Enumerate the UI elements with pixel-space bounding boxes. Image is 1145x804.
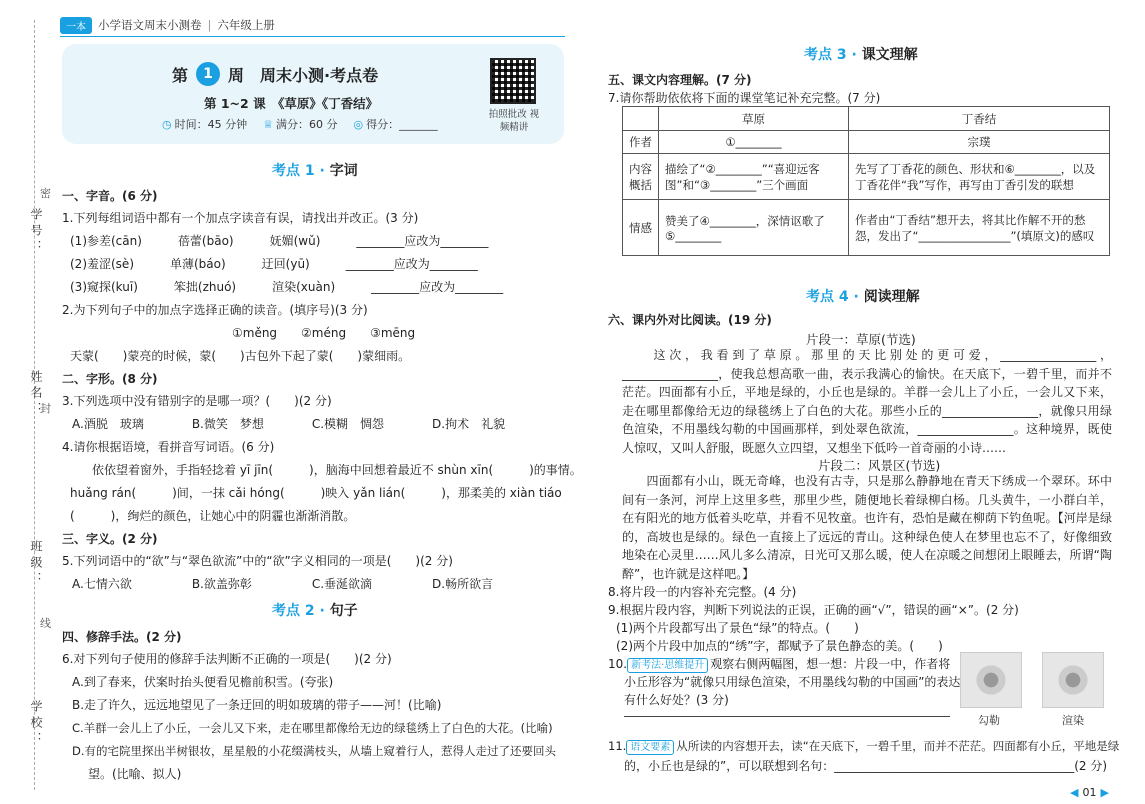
part-six-heading: 六、课内外对比阅读。(19 分) — [608, 313, 772, 327]
question-5-options: A.七情六欲 B.欲盖弥彰 C.垂涎欲滴 D.畅所欲言 — [72, 577, 494, 591]
question-8: 8.将片段一的内容补充完整。(4 分) — [608, 585, 797, 599]
qr-code-icon[interactable] — [490, 58, 536, 104]
class-label: 班级： — [29, 540, 43, 588]
passage-1-text: 这次，我看到了草原。那里的天比别处的更可爱，________________，________________，使我总想高歌一曲，表示我满心的愉快。在天底下，一碧千里，而并不茫茫。四面都有小丘，平地是绿的，小丘也是绿的。羊群一会儿上了小丘，一会儿又下来，走在哪里都像给无边的绿毯绣上了白色的大花。那些小丘的________________，就像只用绿色渲染，不用墨线勾勒的中国画那样，到处翠色欲流，________________。这种境界，既使人惊叹，又叫人舒服，既愿久立四望，又想坐下低吟一首奇丽的小诗…… — [622, 348, 1112, 455]
question-11: 11. 语文要素 从所读的内容想开去，读“在天底下，一碧千里，而并不茫茫。四面都有小丘，平地是绿 — [608, 739, 1120, 753]
qr-caption: 拍照批改 视频精讲 — [488, 109, 540, 133]
question-6-option-a: A.到了春来，伏案时抬头便看见檐前积雪。(夸张) — [72, 675, 334, 689]
title-card — [62, 44, 564, 144]
wash-flower-image — [1042, 652, 1104, 708]
question-1-row-1: (1)参差(cān) 蓓蕾(bāo) 妩媚(wǔ) ________应改为________ — [70, 234, 489, 248]
cell-summary-1[interactable]: 描绘了“②________”“喜迎远客图”和“③________”三个画面 — [659, 154, 849, 200]
target-icon: ◎ — [353, 118, 364, 131]
got-score-info: ◎ 得分：_______ — [353, 118, 438, 131]
part-four-heading: 四、修辞手法。(2 分) — [62, 630, 182, 644]
question-1: 1.下列每组词语中都有一个加点字读音有误，请找出并改正。(3 分) — [62, 211, 419, 225]
question-6-option-c: C.羊群一会儿上了小丘，一会儿又下来，走在哪里都像给无边的绿毯绣上了白色的大花。(比喻) — [72, 721, 553, 735]
score-info: ♕ 满分：60 分 — [263, 118, 338, 131]
wash-caption: 渲染 — [1062, 714, 1084, 727]
cell-author-2: 宗璞 — [849, 131, 1110, 154]
question-3-options: A.酒脱 玻璃 B.微笑 梦想 C.模糊 惆怨 D.拘术 礼貌 — [72, 417, 506, 431]
clock-icon: ◷ — [162, 118, 172, 131]
outline-flower-image — [960, 652, 1022, 708]
brand-logo: 一本 — [60, 17, 92, 34]
trophy-icon: ♕ — [263, 118, 273, 131]
exam-title — [172, 62, 378, 86]
question-10: 10. 新考法·思维提升 观察右侧两幅图，想一想：片段一中，作者将 — [608, 657, 951, 671]
grade-name: 六年级上册 — [217, 18, 275, 32]
row-label-summary: 内容概括 — [623, 154, 659, 200]
student-id-label: 学号： — [29, 208, 43, 256]
question-1-row-2: (2)羞涩(sè) 单薄(báo) 迂回(yū) ________应改为________ — [70, 257, 478, 271]
seal-mark-mi: 密 — [40, 187, 51, 200]
new-method-tag: 新考法·思维提升 — [627, 658, 708, 673]
question-4-line-3: ( )，绚烂的颜色，让她心中的阴霾也渐渐消散。 — [70, 509, 356, 523]
page-header — [60, 14, 275, 36]
question-10-answer-line[interactable] — [624, 716, 950, 717]
part-two-heading: 二、字形。(8 分) — [62, 372, 158, 386]
question-9-item-1: (1)两个片段都写出了景色“绿”的特点。( ) — [616, 621, 859, 635]
outline-caption: 勾勒 — [978, 714, 1000, 727]
question-10-line-3: 有什么好处？(3 分) — [624, 693, 729, 707]
part-one-heading: 一、字音。(6 分) — [62, 189, 158, 203]
passage-1-title: 片段一：草原(节选) — [806, 332, 916, 347]
header-rule — [60, 36, 565, 37]
cell-emotion-2[interactable]: 作者由“丁香结”想开去，将其比作解不开的愁怨，发出了“________________”(填原文)的感叹 — [849, 200, 1110, 256]
section-title-3: 考点 3 · 课文理解 — [804, 47, 918, 63]
time-info: ◷ 时间：45 分钟 — [162, 118, 248, 131]
section-title-1: 考点 1 · 字词 — [272, 163, 358, 179]
name-label: 姓名： — [29, 370, 43, 418]
key-element-tag: 语文要素 — [626, 740, 674, 755]
school-label: 学校： — [29, 700, 43, 748]
table-header-row — [623, 107, 1110, 131]
question-4-line-1: 依依望着窗外，手指轻捻着 yī jīn( )，脑海中回想着最近不 shùn xīn( )的事情。 — [92, 463, 582, 477]
cell-emotion-1[interactable]: 赞美了④________，深情讴歌了⑤________ — [659, 200, 849, 256]
part-three-heading: 三、字义。(2 分) — [62, 532, 158, 546]
question-6: 6.对下列句子使用的修辞手法判断不正确的一项是( )(2 分) — [62, 652, 392, 666]
question-4-line-2: huǎng rán( )间，一抹 cǎi hóng( )映入 yǎn lián( )，那柔美的 xiàn tiáo — [70, 486, 562, 500]
question-4: 4.请你根据语境，看拼音写词语。(6 分) — [62, 440, 275, 454]
passage-2-title: 片段二：风景区(节选) — [818, 458, 941, 473]
question-5: 5.下列词语中的“欲”与“翠色欲流”中的“欲”字义相同的一项是( )(2 分) — [62, 554, 453, 568]
question-10-line-2: 小丘形容为“就像只用绿色渲染，不用墨线勾勒的中国画”的表达 — [624, 675, 961, 689]
header-separator: | — [207, 18, 212, 32]
page-number: ◀ 01 ▶ — [1070, 786, 1109, 799]
table-header-dingxiangjie: 丁香结 — [849, 107, 1110, 131]
part-five-heading: 五、课文内容理解。(7 分) — [608, 73, 752, 87]
seal-mark-xian: 线 — [40, 617, 51, 630]
question-9: 9.根据片段内容，判断下列说法的正误，正确的画“√”，错误的画“×”。(2 分) — [608, 603, 1019, 617]
exam-subtitle: 第 1~2 课 《草原》《丁香结》 — [204, 96, 379, 111]
cell-summary-2[interactable]: 先写了丁香花的颜色、形状和⑥________，以及丁香花伴“我”写作，再写由丁香引发的联想 — [849, 154, 1110, 200]
exam-meta — [162, 116, 438, 132]
question-1-row-3: (3)窥探(kuī) 笨拙(zhuó) 渲染(xuàn) ________应改为________ — [70, 280, 504, 294]
question-2-options: ①měng ②méng ③mēng — [232, 326, 416, 340]
question-3: 3.下列选项中没有错别字的是哪一项？( )(2 分) — [62, 394, 332, 408]
question-11-line-2[interactable]: 的，小丘也是绿的”，可以联想到名句：________________________________________(2 分) — [624, 759, 1108, 773]
title-pre: 第 — [172, 65, 189, 85]
table-row — [623, 131, 1110, 154]
question-6-option-d-cont: 望。(比喻、拟人) — [88, 767, 182, 781]
question-7: 7.请你帮助依依将下面的课堂笔记补充完整。(7 分) — [608, 91, 881, 105]
question-2-sentence: 天蒙( )蒙亮的时候，蒙( )古包外下起了蒙( )蒙细雨。 — [70, 349, 411, 363]
table-corner — [623, 107, 659, 131]
passage-2-text: 四面都有小山，既无奇峰，也没有古寺，只是那么静静地在青天下绣成一个翠环。环中间有一条河，河岸上这里多些，那里少些，随便地长着绿柳白杨。几头黄牛，一小群白羊，在有阳光的地方低着头吃草，并看不见牧童。也许有，恐怕是藏在柳荫下钓鱼呢。【河岸是绿的，高坡也是绿的。绿色一直接上了远远的青山。这种绿色使人在梦里也忘不了，好像细致地染在心灵里……风儿多么清凉，日光可又那么暖，使人在凉暖之间想闭上眼睡去，所谓“陶醉”，也许就是这样吧。】 — [622, 474, 1112, 581]
seal-mark-feng: 封 — [40, 402, 51, 415]
table-row — [623, 154, 1110, 200]
table-row — [623, 200, 1110, 256]
row-label-author: 作者 — [623, 131, 659, 154]
question-9-item-2: (2)两个片段中加点的“绣”字，都赋予了景色静态的美。( ) — [616, 639, 943, 653]
row-label-emotion: 情感 — [623, 200, 659, 256]
section-title-2: 考点 2 · 句子 — [272, 603, 358, 619]
table-header-caoyuan: 草原 — [659, 107, 849, 131]
binding-strip — [0, 0, 55, 804]
series-name: 小学语文周末小测卷 — [98, 18, 202, 32]
cell-author-1[interactable]: ①________ — [659, 131, 849, 154]
section-title-4: 考点 4 · 阅读理解 — [806, 289, 920, 305]
title-post: 周 周末小测·考点卷 — [228, 65, 379, 85]
question-6-option-d: D.有的宅院里探出半树银妆，星星般的小花缀满枝头，从墙上窥着行人，惹得人走过了还要回头 — [72, 744, 557, 758]
notes-table — [622, 106, 1110, 256]
question-6-option-b: B.走了许久，远远地望见了一条迂回的明如玻璃的带子——河！(比喻) — [72, 698, 442, 712]
week-number-badge: 1 — [196, 62, 220, 86]
question-2: 2.为下列句子中的加点字选择正确的读音。(填序号)(3 分) — [62, 303, 368, 317]
